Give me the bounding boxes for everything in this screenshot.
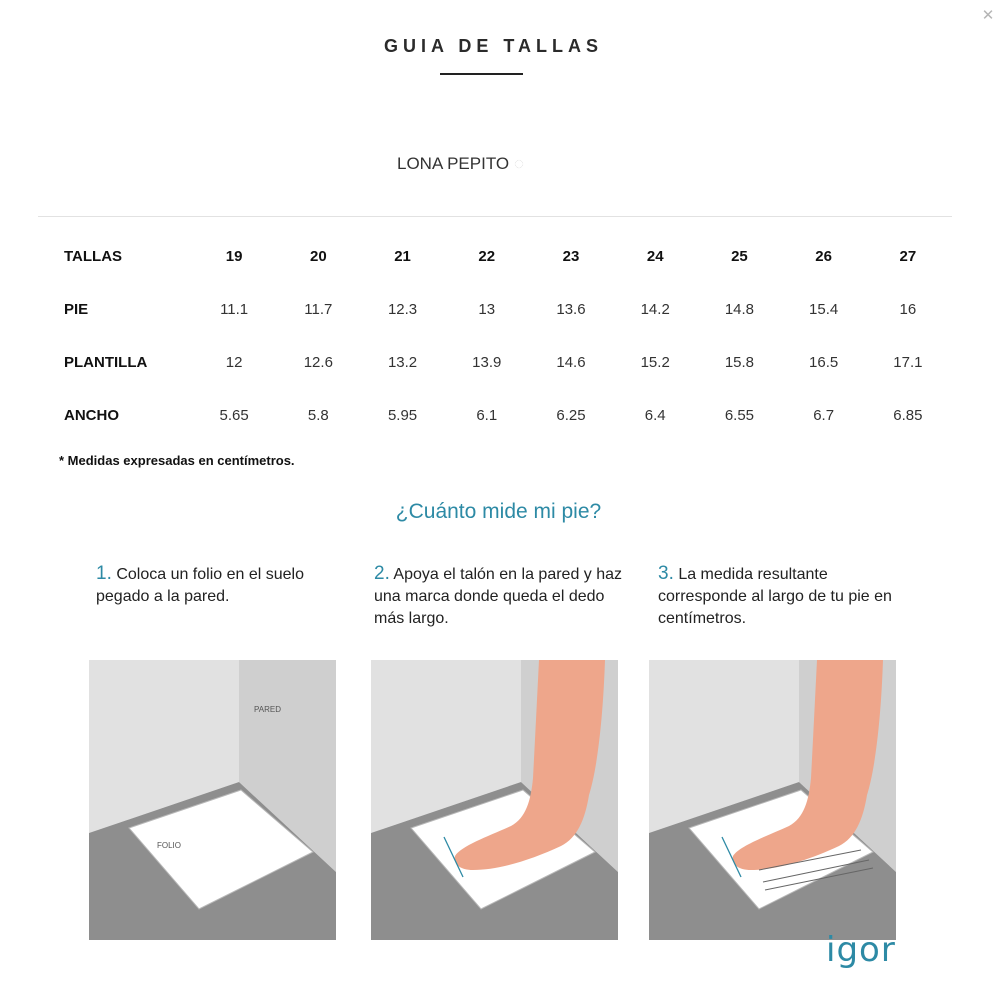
table-cell: 13.6 — [556, 301, 586, 318]
step-number: 1. — [96, 563, 112, 584]
row-label-ancho: ANCHO — [64, 407, 119, 424]
size-header-cell: 19 — [225, 248, 243, 265]
table-cell: 12.6 — [303, 354, 333, 371]
table-cell: 5.95 — [387, 407, 418, 424]
table-cell: 11.7 — [304, 301, 333, 318]
size-header-cell: 27 — [899, 248, 917, 265]
size-header-cell: 20 — [309, 248, 327, 265]
table-cell: 12.3 — [387, 301, 418, 318]
table-cell: 11.1 — [220, 301, 249, 318]
step-2 — [374, 563, 634, 630]
size-header-cell: 23 — [562, 248, 580, 265]
table-cell: 17.1 — [893, 354, 923, 371]
size-header-cell: 22 — [478, 248, 496, 265]
illustration-foot-on-paper — [371, 660, 618, 940]
product-name-text: LONA PEPITO — [397, 154, 510, 173]
wall-label: PARED — [254, 705, 281, 714]
table-cell: 16 — [899, 301, 917, 318]
table-cell: 12 — [225, 354, 243, 371]
step-text: La medida resultante corresponde al largo de tu pie en centímetros. — [658, 566, 892, 627]
table-row — [60, 283, 950, 336]
table-cell: 6.85 — [893, 407, 923, 424]
table-cell: 6.4 — [644, 407, 666, 424]
step-number: 3. — [658, 563, 674, 584]
step-number: 2. — [374, 563, 390, 584]
table-cell: 5.8 — [307, 407, 329, 424]
brand-logo: igor — [826, 930, 896, 970]
row-label-plantilla: PLANTILLA — [64, 354, 148, 371]
step-3 — [658, 563, 918, 630]
size-header-cell: 24 — [646, 248, 664, 265]
modal-title: GUIA DE TALLAS — [384, 36, 603, 56]
table-cell: 15.4 — [809, 301, 839, 318]
table-cell: 13.2 — [387, 354, 418, 371]
table-cell: 14.6 — [556, 354, 586, 371]
loading-spinner-icon: ◌ — [513, 154, 524, 173]
step-1 — [96, 563, 336, 608]
table-cell: 15.2 — [640, 354, 670, 371]
sheet-label: FOLIO — [157, 841, 182, 850]
illustration-foot-measurement — [649, 660, 896, 940]
size-header-cell: 25 — [731, 248, 748, 265]
table-cell: 6.25 — [556, 407, 586, 424]
table-cell: 6.7 — [813, 407, 835, 424]
size-header-cell: 26 — [815, 248, 832, 265]
close-icon[interactable]: ✕ — [981, 7, 995, 24]
table-cell: 16.5 — [809, 354, 839, 371]
table-cell: 14.2 — [640, 301, 670, 318]
size-header-cell: 21 — [394, 248, 411, 265]
row-label-pie: PIE — [64, 301, 89, 318]
table-cell: 15.8 — [724, 354, 755, 371]
illustration-paper-on-floor — [89, 660, 336, 940]
title-underline — [440, 73, 523, 75]
table-row — [60, 389, 950, 442]
step-text: Coloca un folio en el suelo pegado a la pared. — [96, 566, 304, 605]
table-row — [60, 336, 950, 389]
table-cell: 5.65 — [219, 407, 249, 424]
table-cell: 6.55 — [724, 407, 755, 424]
table-cell: 14.8 — [724, 301, 755, 318]
header-label: TALLAS — [64, 248, 123, 265]
how-to-measure-title: ¿Cuánto mide mi pie? — [395, 500, 602, 523]
size-table-header-row — [60, 230, 950, 283]
table-cell: 13.9 — [472, 354, 502, 371]
step-text: Apoya el talón en la pared y haz una marca donde queda el dedo más largo. — [374, 566, 623, 627]
size-table — [60, 230, 950, 442]
divider — [38, 216, 952, 217]
table-cell: 6.1 — [476, 407, 498, 424]
product-name — [397, 154, 524, 174]
measurement-footnote: * Medidas expresadas en centímetros. — [59, 453, 295, 468]
table-cell: 13 — [478, 301, 496, 318]
